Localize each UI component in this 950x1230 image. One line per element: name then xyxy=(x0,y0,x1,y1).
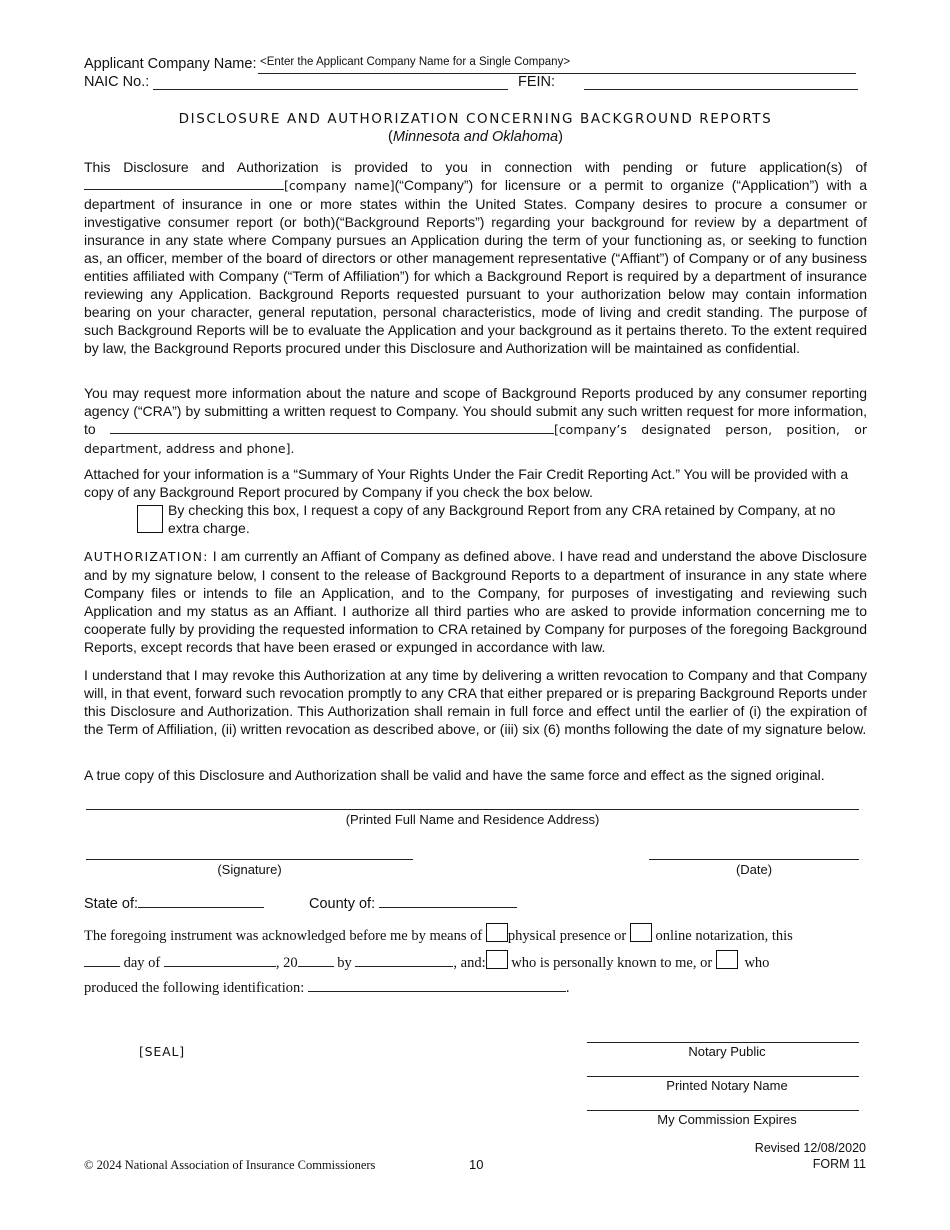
physical-presence-label: physical presence or xyxy=(507,928,627,944)
printed-notary-name-line[interactable] xyxy=(587,1076,859,1077)
month-blank[interactable] xyxy=(164,954,276,967)
physical-presence-checkbox[interactable] xyxy=(486,923,508,942)
produced-id-end: . xyxy=(565,980,570,996)
printed-notary-name-caption: Printed Notary Name xyxy=(666,1078,788,1093)
county-row xyxy=(309,895,517,912)
authorization-heading: AUTHORIZATION: xyxy=(84,549,209,564)
state-row xyxy=(84,895,264,912)
date-line[interactable] xyxy=(649,859,859,860)
footer-form-number: FORM 11 xyxy=(812,1157,866,1171)
county-blank[interactable] xyxy=(379,895,517,908)
fcra-summary-paragraph: Attached for your information is a “Summary of Your Rights Under the Fair Credit Reporting Act.” You will be provided with a copy of any Background Report procured by Company if you check the box below. xyxy=(84,466,849,500)
county-label: County of: xyxy=(309,896,376,912)
online-notarization-checkbox[interactable] xyxy=(630,923,652,942)
designee-hint: [company’s designated person, position, or department, address and phone] xyxy=(84,422,867,456)
seal-placeholder: [SEAL] xyxy=(139,1044,185,1059)
company-name-hint: [company name] xyxy=(284,178,395,193)
request-copy-checkbox[interactable] xyxy=(137,505,163,533)
notary-public-line[interactable] xyxy=(587,1042,859,1043)
designee-blank[interactable] xyxy=(110,421,554,434)
personally-known-checkbox[interactable] xyxy=(486,950,508,969)
fein-input[interactable] xyxy=(584,74,858,90)
subtitle-states: Minnesota and Oklahoma xyxy=(392,129,559,145)
acknowledged-text: The foregoing instrument was acknowledged before me by means of xyxy=(84,928,483,944)
state-blank[interactable] xyxy=(138,895,264,908)
printed-name-caption: (Printed Full Name and Residence Address) xyxy=(345,812,600,827)
identification-blank[interactable] xyxy=(308,979,566,992)
naic-input[interactable] xyxy=(153,74,508,90)
more-info-lead: You may request more information about the nature and scope of Background Reports produced by any consumer reporting agency (“CRA”) by submitting a written request to Company. You should submit any such written request for more information, to xyxy=(84,385,867,437)
disclosure-lead: This Disclosure and Authorization is provided to you in connection with pending or future application(s) of xyxy=(84,159,867,175)
day-of-label: day of xyxy=(123,955,161,971)
footer-page-number: 10 xyxy=(469,1157,484,1172)
revocation-paragraph: I understand that I may revoke this Authorization at any time by delivering a written revocation to Company and that Company will, in that event, forward such revocation promptly to any CRA that either prepared or is preparing Background Reports under this Disclosure and Authorization. This Authorization shall remain in full force and effect until the earlier of (i) the expiration of the Term of Affiliation, (ii) written revocation as described above, or (iii) six (6) months following the date of my signature below. xyxy=(84,667,867,737)
notary-line-1 xyxy=(84,923,793,945)
disclosure-body: (“Company”) for licensure or a permit to organize (“Application”) with a department of insurance in one or more states within the United States. Company desires to procure a consumer or investigative consumer report (or both)(“Background Reports”) regarding your background for review by a department of insurance in any state where Company pursues an Application during the term of your functioning as, or seeking to function as, an officer, member of the board of directors or other management representative (“Affiant”) of Company or of any business entities affiliated with Company (“Term of Affiliation”) for which a Background Report is required by a department of insurance reviewing any Application. Background Reports requested pursuant to your authorization below may contain information bearing on your character, general reputation, personal characteristics, mode of living and credit standing. The purpose of such Background Reports will be to evaluate the Application and your background as it pertains thereto. To the extent required by law, the Background Reports procured under this Disclosure and Authorization will be maintained as confidential. xyxy=(84,177,867,356)
and-label: , and: xyxy=(453,955,486,971)
more-info-end: . xyxy=(290,440,295,456)
subtitle-close-paren: ) xyxy=(558,129,563,145)
who-label: who xyxy=(744,955,770,971)
printed-name-line[interactable] xyxy=(86,809,859,810)
notary-line-3 xyxy=(84,979,570,997)
authorization-paragraph xyxy=(84,547,867,656)
commission-expires-line[interactable] xyxy=(587,1110,859,1111)
state-label: State of: xyxy=(84,896,139,912)
produced-id-label: produced the following identification: xyxy=(84,980,305,996)
applicant-company-input[interactable] xyxy=(258,56,856,74)
footer-revised: Revised 12/08/2020 xyxy=(754,1141,866,1155)
day-blank[interactable] xyxy=(84,954,120,967)
authorization-text: I am currently an Affiant of Company as defined above. I have read and understand the above Disclosure and by my signature below, I consent to the release of Background Reports to a department of insurance in any state where Company files or intends to file an Application, and to the Company, for purposes of investigating and reviewing such Application and my status as an Affiant. I authorize all third parties who are asked to provide information concerning me to cooperate fully by providing the requested information to CRA retained by Company for purposes of the foregoing Background Reports, except records that have been erased or expunged in accordance with law. xyxy=(84,548,867,655)
personally-known-label: who is personally known to me, or xyxy=(511,955,713,971)
disclosure-paragraph xyxy=(84,158,867,357)
notary-public-caption: Notary Public xyxy=(688,1044,766,1059)
online-notarization-label: online notarization, this xyxy=(655,928,793,944)
applicant-company-placeholder: <Enter the Applicant Company Name for a Single Company> xyxy=(260,56,571,68)
request-copy-label: By checking this box, I request a copy of any Background Report from any CRA retained by Company, at no extra charge. xyxy=(168,502,836,536)
company-name-blank[interactable] xyxy=(84,177,284,190)
commission-expires-caption: My Commission Expires xyxy=(657,1112,797,1127)
fein-label: FEIN: xyxy=(518,74,556,90)
document-subtitle xyxy=(84,129,867,145)
signature-caption: (Signature) xyxy=(217,862,282,877)
by-name-blank[interactable] xyxy=(355,954,453,967)
by-label: by xyxy=(337,955,352,971)
more-info-paragraph xyxy=(84,384,867,458)
applicant-company-row xyxy=(84,56,256,72)
signature-line[interactable] xyxy=(86,859,413,860)
true-copy-paragraph: A true copy of this Disclosure and Authorization shall be valid and have the same force and effect as the signed original. xyxy=(84,767,825,783)
footer-copyright: © 2024 National Association of Insurance Commissioners xyxy=(84,1158,376,1172)
notary-line-2 xyxy=(84,950,769,972)
applicant-company-label: Applicant Company Name: xyxy=(84,56,257,72)
naic-label: NAIC No.: xyxy=(84,74,150,90)
year-prefix: , 20 xyxy=(275,955,298,971)
document-title: DISCLOSURE AND AUTHORIZATION CONCERNING BACKGROUND REPORTS xyxy=(178,111,773,127)
produced-id-checkbox[interactable] xyxy=(716,950,738,969)
subtitle-open-paren: ( xyxy=(388,129,393,145)
year-blank[interactable] xyxy=(298,954,334,967)
date-caption: (Date) xyxy=(735,862,773,877)
